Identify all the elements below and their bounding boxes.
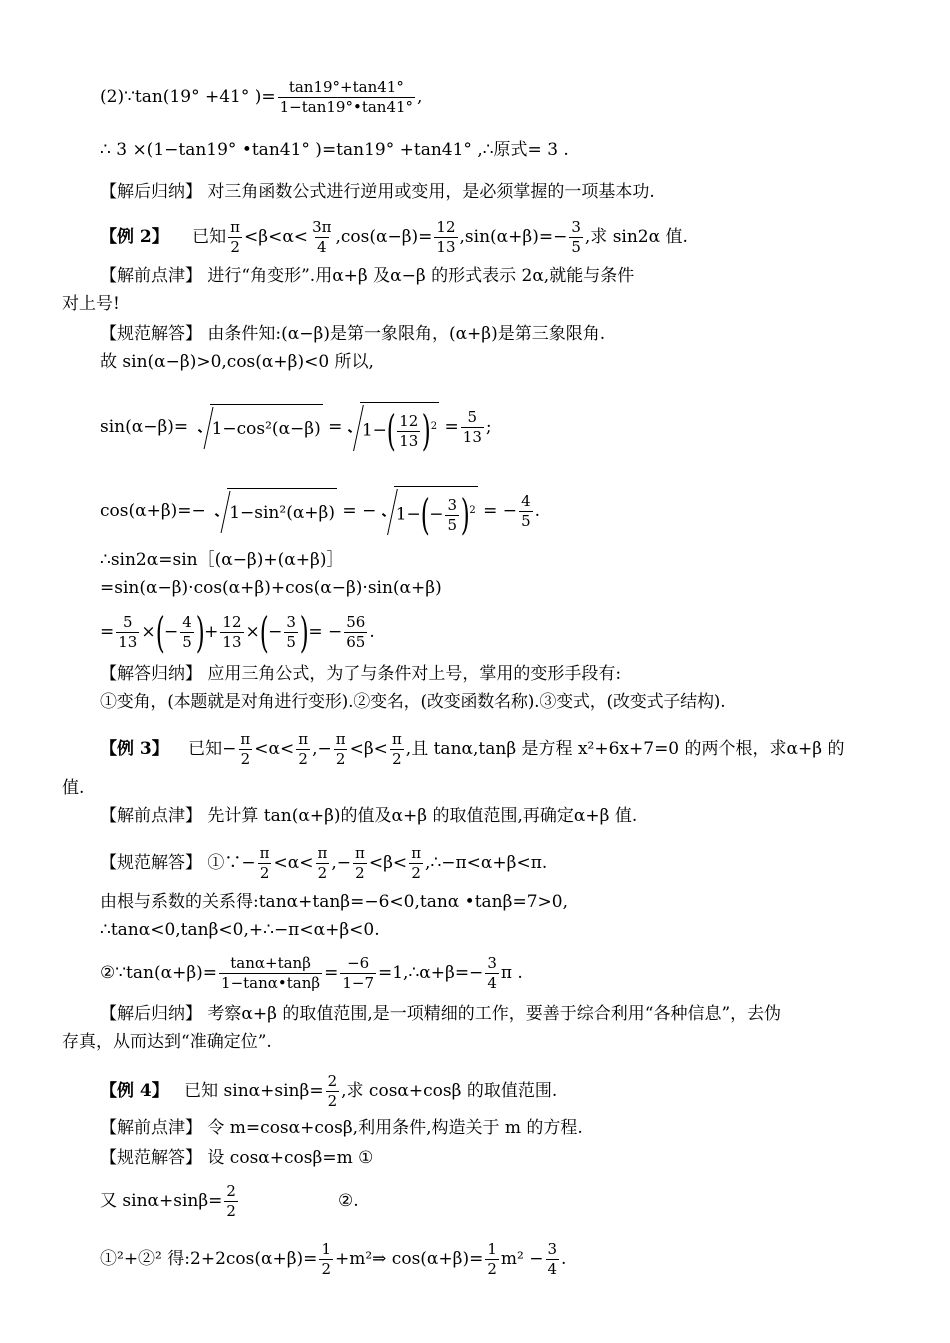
fraction: $\frac{3}{4}$ [547, 1240, 558, 1278]
line-summary-3-cont: 存真，从而达到“准确定位”. [62, 1032, 272, 1052]
line-negative-tan: ∴tanα<0,tanβ<0,+∴−π<α+β<0. [100, 920, 380, 940]
line-tan-sum: (2)∵tan(19° +41° )= $\frac{\tan 19^\circ+\tan 41^\circ}{1-\tan 19^\circ•\tan 41^\circ}$ , [100, 78, 423, 116]
fraction: $\frac{3}{5}$ [447, 495, 457, 534]
line-hint-2: 【解前点津】 进行“角变形”.用α+β 及α−β 的形式表示 2α,就能与条件 [100, 266, 635, 286]
fraction: $\frac{3\pi}{4}$ [312, 218, 332, 256]
fraction: $\frac{\pi}{2}$ [298, 730, 309, 768]
fraction: $\frac{\pi}{2}$ [317, 844, 328, 882]
fraction: $\frac{3}{5}$ [286, 613, 296, 651]
fraction: $\frac{\pi}{2}$ [230, 218, 241, 256]
line-given-sin: 又 sinα+sinβ= $\frac{2}{2}$ ②. [100, 1182, 359, 1220]
fraction: $\frac{56}{65}$ [346, 613, 366, 651]
line-example-3: 【例 3】 已知− $\frac{\pi}{2}$ <α< $\frac{\pi}{2}$ ,− $\frac{\pi}{2}$ <β< $\frac{\pi}{2}$ ,且 tanα,tanβ 是方程 x²+6x+7=0 的两个根，求α+β 的 [100, 730, 845, 768]
fraction: $\frac{2}{2}$ [226, 1182, 236, 1220]
line-cos-sum: cos(α+β)=− 1−sin²(α+β) = − 1−(− $\frac{3}{5}$ )$^2$ = − $\frac{4}{5}$ . [100, 486, 540, 537]
fraction: $\frac{1}{2}$ [487, 1240, 497, 1278]
fraction: $\frac{\pi}{2}$ [391, 730, 402, 768]
line-hint-2-cont: 对上号! [62, 294, 120, 314]
fraction: $\frac{\pi}{2}$ [240, 730, 251, 768]
fraction: $\frac{5}{13}$ [118, 613, 138, 651]
line-sign-condition: 故 sin(α−β)>0,cos(α+β)<0 所以, [100, 352, 374, 372]
line-vieta: 由根与系数的关系得:tanα+tanβ=−6<0,tanα •tanβ=7>0, [100, 892, 568, 912]
line-hint-4: 【解前点津】 令 m=cosα+cosβ,利用条件,构造关于 m 的方程. [100, 1118, 583, 1138]
line-transform-methods: ①变角，(本题就是对角进行变形).②变名，(改变函数名称).③变式，(改变式子结构). [100, 692, 726, 712]
fraction: $\frac{\pi}{2}$ [355, 844, 365, 882]
fraction: $\frac{1}{2}$ [321, 1240, 331, 1278]
fraction: $\frac{3}{4}$ [487, 954, 497, 992]
fraction: $\frac{2}{2}$ [327, 1072, 338, 1110]
fraction: $\frac{\pi}{2}$ [335, 730, 346, 768]
line-sin2a-expand: ∴sin2α=sin［(α−β)+(α+β)］ [100, 550, 344, 570]
line-summary-2: 【解答归纳】 应用三角公式，为了与条件对上号，掌用的变形手段有: [100, 664, 622, 684]
line-tan-sum-value: ②∵tan(α+β)= $\frac{\tan\alpha+\tan\beta}{1-\tan\alpha•\tan\beta}$ = $\frac{-6}{1-7}$ =1,∴α+β=− $\frac{3}{4}$ π . [100, 954, 523, 992]
line-solution-3-range: 【规范解答】 ①∵− $\frac{\pi}{2}$ <α< $\frac{\pi}{2}$ ,− $\frac{\pi}{2}$ <β< $\frac{\pi}{2}$ ,∴−π<α+β<π. [100, 844, 548, 882]
line-summary-1: 【解后归纳】 对三角函数公式进行逆用或变用，是必须掌握的一项基本功. [100, 182, 655, 202]
fraction: $\frac{4}{5}$ [182, 613, 192, 651]
line-solution-2: 【规范解答】 由条件知:(α−β)是第一象限角，(α+β)是第三象限角. [100, 324, 606, 344]
line-sin2a-formula: =sin(α−β)·cos(α+β)+cos(α−β)·sin(α+β) [100, 578, 442, 598]
fraction: $\frac{\tan 19^\circ+\tan 41^\circ}{1-\tan 19^\circ•\tan 41^\circ}$ [279, 78, 414, 116]
line-solution-4: 【规范解答】 设 cosα+cosβ=m ① [100, 1148, 374, 1168]
fraction: $\frac{\tan\alpha+\tan\beta}{1-\tan\alpha•\tan\beta}$ [221, 954, 321, 992]
line-summary-3: 【解后归纳】 考察α+β 的取值范围,是一项精细的工作，要善于综合利用“各种信息”，去伪 [100, 1004, 782, 1024]
line-example-2: 【例 2】 已知 $\frac{\pi}{2}$ <β<α< $\frac{3\pi}{4}$ ,cos(α−β)= $\frac{12}{13}$ ,sin(α+β)=− $\frac{3}{5}$ ,求 sin2α 值. [100, 218, 688, 256]
fraction: $\frac{4}{5}$ [521, 491, 531, 530]
fraction: $\frac{\pi}{2}$ [259, 844, 270, 882]
line-sin2a-value: = $\frac{5}{13}$ ×(− $\frac{4}{5}$ )+ $\frac{12}{13}$ ×(− $\frac{3}{5}$ )= − $\frac{56}{65}$ . [100, 607, 375, 657]
fraction: $\frac{3}{5}$ [571, 218, 581, 256]
line-hint-3: 【解前点津】 先计算 tan(α+β)的值及α+β 的取值范围,再确定α+β 值. [100, 806, 638, 826]
fraction: $\frac{\pi}{2}$ [411, 844, 422, 882]
line-sin-diff: sin(α−β)= 1−cos²(α−β) = 1−( $\frac{12}{13}$ )$^2$ = $\frac{5}{13}$ ; [100, 402, 492, 453]
fraction: $\frac{12}{13}$ [399, 411, 419, 450]
line-example-3-cont: 值. [62, 778, 85, 798]
line-example-4: 【例 4】 已知 sinα+sinβ= $\frac{2}{2}$ ,求 cosα+cosβ 的取值范围. [100, 1072, 558, 1110]
line-squared-sum: ①²+②² 得:2+2cos(α+β)= $\frac{1}{2}$ +m²⇒ cos(α+β)= $\frac{1}{2}$ m² − $\frac{3}{4}$ . [100, 1240, 567, 1278]
fraction: $\frac{12}{13}$ [222, 613, 242, 651]
fraction: $\frac{12}{13}$ [436, 218, 456, 256]
fraction: $\frac{5}{13}$ [462, 407, 482, 446]
line-therefore-result: ∴ 3 ×(1−tan19° •tan41° )=tan19° +tan41° ,∴原式= 3 . [100, 140, 569, 160]
fraction: $\frac{-6}{1-7}$ [342, 954, 374, 992]
